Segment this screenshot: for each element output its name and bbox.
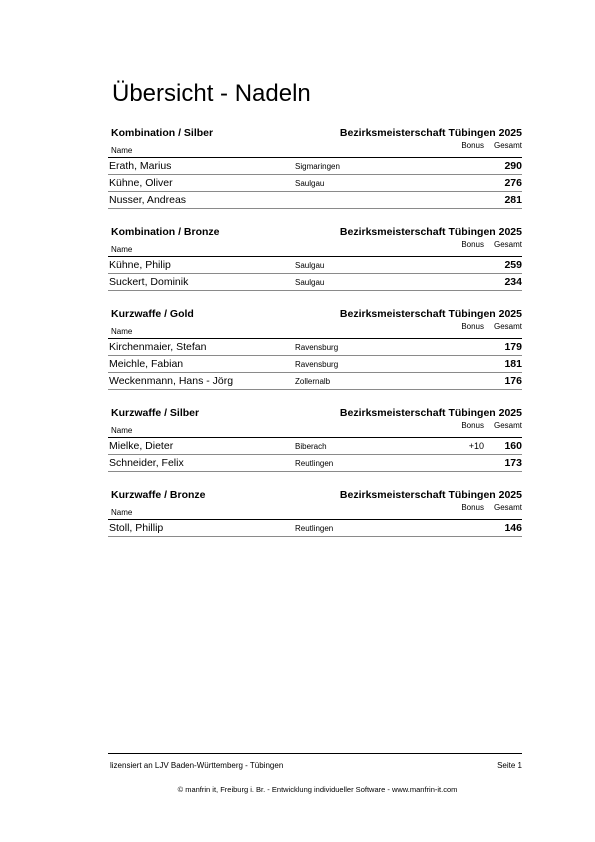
table-row: [108, 192, 522, 209]
footer-license: lizensiert an LJV Baden-Württemberg - Tübingen: [110, 761, 284, 770]
table-row: [108, 339, 522, 356]
section-event: Bezirksmeisterschaft Tübingen 2025: [339, 489, 522, 501]
section-header: [108, 127, 522, 143]
section-event: Bezirksmeisterschaft Tübingen 2025: [339, 127, 522, 139]
column-name-header: Name: [111, 327, 133, 336]
row-name: Mielke, Dieter: [109, 440, 174, 452]
row-total: 281: [504, 194, 522, 206]
row-club: Reutlingen: [295, 459, 334, 468]
row-club: Biberach: [295, 442, 327, 451]
section-event: Bezirksmeisterschaft Tübingen 2025: [339, 407, 522, 419]
section-kurzwaffe-gold: [108, 308, 522, 390]
row-club: Saulgau: [295, 179, 325, 188]
column-bonus-header: Bonus: [461, 240, 484, 249]
column-gesamt-header: Gesamt: [493, 240, 522, 249]
column-header: [108, 242, 522, 257]
section-category: Kombination / Silber: [111, 127, 214, 139]
section-category: Kurzwaffe / Bronze: [111, 489, 206, 501]
column-header: [108, 505, 522, 520]
table-row: [108, 520, 522, 537]
row-total: 179: [504, 341, 522, 353]
column-gesamt-header: Gesamt: [493, 141, 522, 150]
row-name: Schneider, Felix: [109, 457, 184, 469]
row-club: Ravensburg: [295, 343, 339, 352]
column-bonus-header: Bonus: [461, 322, 484, 331]
row-club: Saulgau: [295, 261, 325, 270]
column-header: [108, 324, 522, 339]
row-total: 276: [504, 177, 522, 189]
row-name: Meichle, Fabian: [109, 358, 184, 370]
row-total: 290: [504, 160, 522, 172]
section-kurzwaffe-bronze: [108, 489, 522, 537]
section-category: Kombination / Bronze: [111, 226, 220, 238]
row-total: 160: [504, 440, 522, 452]
row-name: Stoll, Phillip: [109, 522, 164, 534]
section-category: Kurzwaffe / Silber: [111, 407, 200, 419]
table-row: [108, 455, 522, 472]
row-name: Weckenmann, Hans - Jörg: [109, 375, 234, 387]
column-name-header: Name: [111, 245, 133, 254]
row-club: Zollernalb: [295, 377, 331, 386]
table-row: [108, 274, 522, 291]
section-kurzwaffe-silber: [108, 407, 522, 472]
row-club: Sigmaringen: [295, 162, 340, 171]
row-name: Kirchenmaier, Stefan: [109, 341, 207, 353]
row-bonus: +10: [468, 441, 484, 451]
page-title: Übersicht - Nadeln: [112, 80, 311, 107]
column-gesamt-header: Gesamt: [493, 503, 522, 512]
row-total: 173: [504, 457, 522, 469]
row-name: Kühne, Oliver: [109, 177, 173, 189]
section-category: Kurzwaffe / Gold: [111, 308, 194, 320]
column-name-header: Name: [111, 146, 133, 155]
footer-page-number: Seite 1: [497, 761, 522, 770]
table-row: [108, 158, 522, 175]
table-row: [108, 257, 522, 274]
column-header: [108, 143, 522, 158]
section-event: Bezirksmeisterschaft Tübingen 2025: [339, 308, 522, 320]
column-name-header: Name: [111, 426, 133, 435]
section-header: [108, 226, 522, 242]
table-row: [108, 373, 522, 390]
row-total: 234: [504, 276, 522, 288]
column-bonus-header: Bonus: [461, 421, 484, 430]
column-bonus-header: Bonus: [461, 141, 484, 150]
column-name-header: Name: [111, 508, 133, 517]
section-header: [108, 308, 522, 324]
section-kombination-bronze: [108, 226, 522, 291]
section-event: Bezirksmeisterschaft Tübingen 2025: [339, 226, 522, 238]
row-total: 181: [504, 358, 522, 370]
table-row: [108, 175, 522, 192]
table-row: [108, 438, 522, 455]
table-row: [108, 356, 522, 373]
row-total: 259: [504, 259, 522, 271]
column-gesamt-header: Gesamt: [493, 322, 522, 331]
row-club: Reutlingen: [295, 524, 334, 533]
row-club: Ravensburg: [295, 360, 339, 369]
row-name: Erath, Marius: [109, 160, 172, 172]
column-header: [108, 423, 522, 438]
row-club: Saulgau: [295, 278, 325, 287]
section-kombination-silber: [108, 127, 522, 209]
footer-copyright: © manfrin it, Freiburg i. Br. - Entwicklung individueller Software - www.manfrin-it.com: [177, 785, 458, 794]
section-header: [108, 407, 522, 423]
row-total: 146: [504, 522, 522, 534]
column-bonus-header: Bonus: [461, 503, 484, 512]
row-total: 176: [504, 375, 522, 387]
row-name: Nusser, Andreas: [109, 194, 187, 206]
section-header: [108, 489, 522, 505]
row-name: Suckert, Dominik: [109, 276, 189, 288]
row-name: Kühne, Philip: [109, 259, 171, 271]
column-gesamt-header: Gesamt: [493, 421, 522, 430]
footer-divider: [108, 753, 522, 754]
